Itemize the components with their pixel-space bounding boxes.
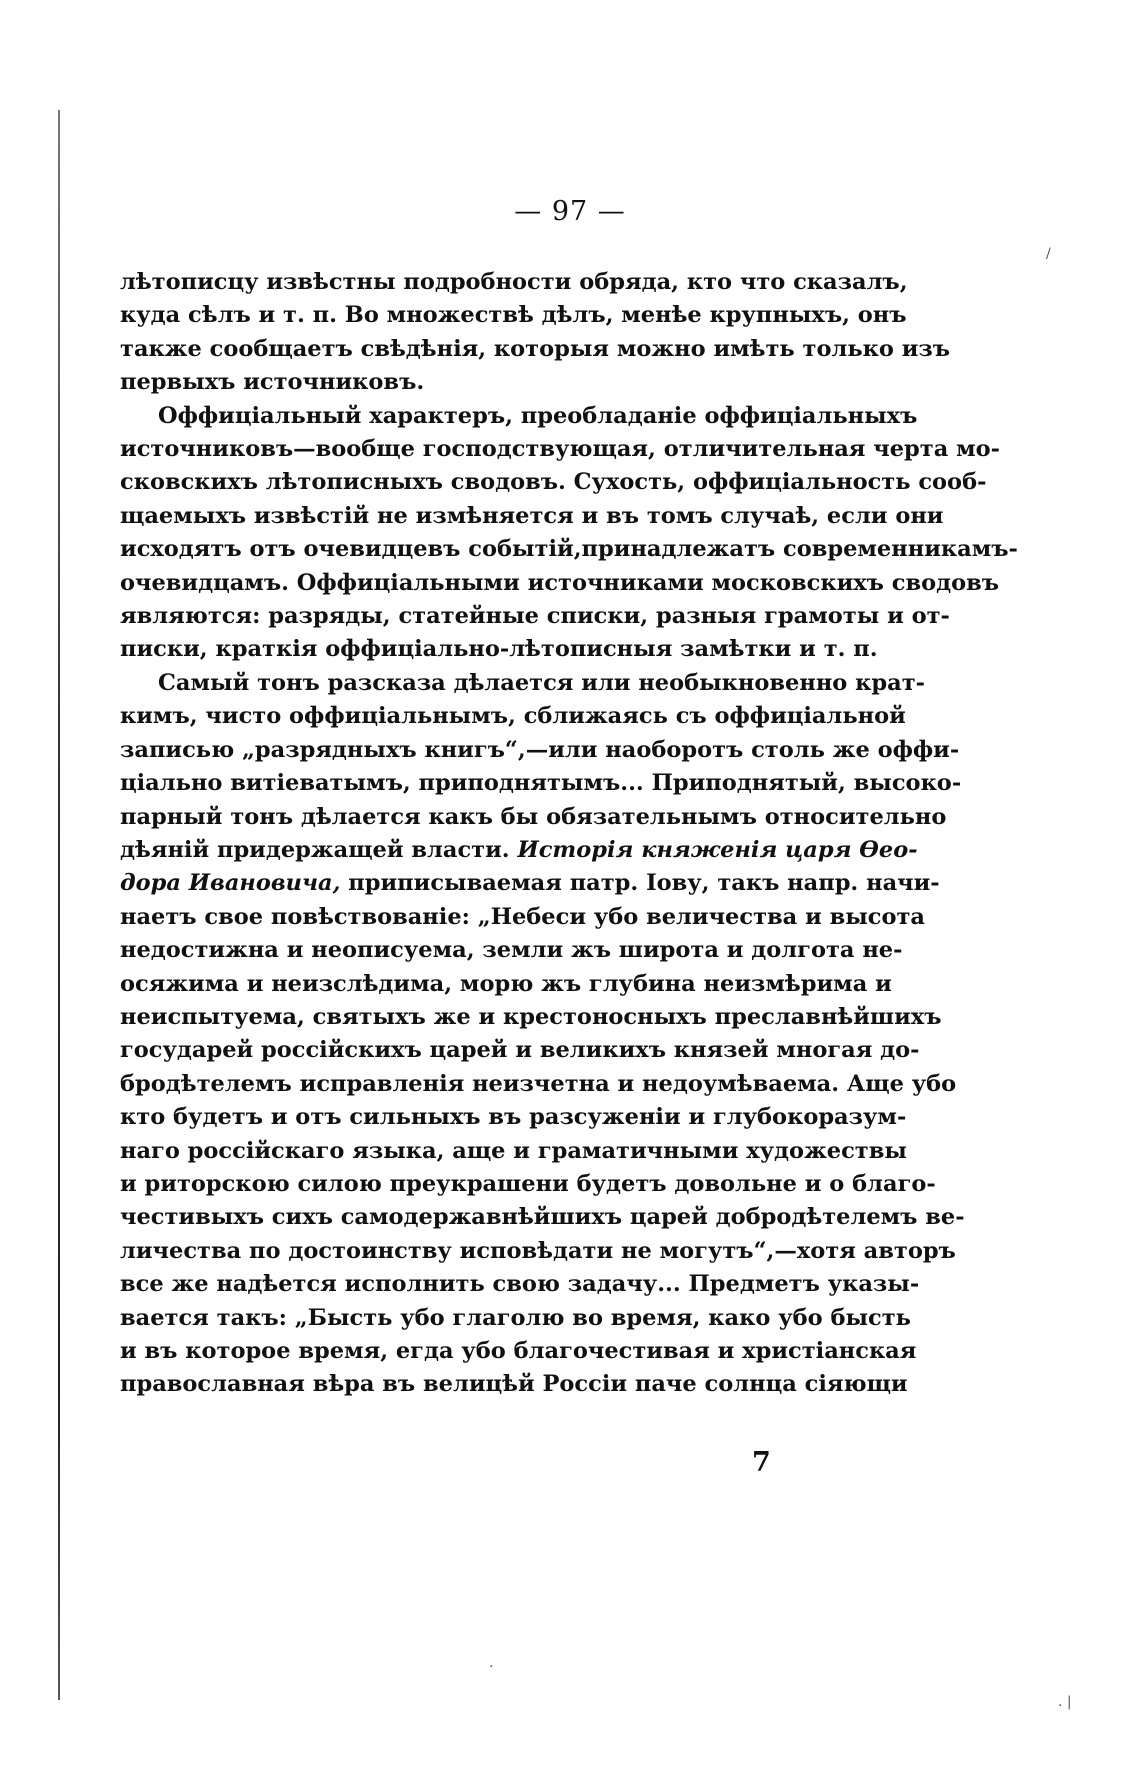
signature-mark: 7 xyxy=(752,1447,771,1478)
text-line: лѣтописцу извѣстны подробности обряда, кто что сказалъ, xyxy=(120,269,908,295)
text-line: куда сѣлъ и т. п. Во множествѣ дѣлъ, менѣе крупныхъ, онъ xyxy=(120,302,907,329)
text-line: личества по достоинству исповѣдати не могутъ“,—хотя авторъ xyxy=(120,1237,956,1264)
text-line: православная вѣра въ велицѣй Россіи паче солнца сіяющи xyxy=(120,1371,908,1398)
scan-speck: . | xyxy=(1058,1694,1072,1710)
text-line: парный тонъ дѣлается какъ бы обязательнымъ относительно xyxy=(120,803,947,830)
text-line: записью „разрядныхъ книгъ“,—или наоборотъ столь же оффи- xyxy=(120,736,960,763)
text-line: неиспытуема, святыхъ же и крестоносныхъ преславнѣйшихъ xyxy=(120,1003,942,1030)
text-line: также сообщаетъ свѣдѣнія, которыя можно имѣть только изъ xyxy=(120,335,951,362)
page-number-header: — 97 — xyxy=(514,196,626,227)
body-text xyxy=(120,266,1018,1402)
text-line: щаемыхъ извѣстій не измѣняется и въ томъ случаѣ, если они xyxy=(120,502,944,529)
text-line: кто будетъ и отъ сильныхъ въ разсуженіи и глубокоразум- xyxy=(120,1104,907,1131)
text-line-with-title xyxy=(120,834,918,867)
text-line: и риторскою силою преукрашени будетъ довольне и о благо- xyxy=(120,1170,936,1197)
scan-speck: . xyxy=(489,1655,494,1671)
text-line: бродѣтелемъ исправленія неизчетна и недоумѣваема. Аще убо xyxy=(120,1070,957,1097)
text-line: наго россійскаго языка, аще и граматичными художествы xyxy=(120,1137,907,1164)
text-line: сковскихъ лѣтописныхъ сводовъ. Сухость, оффиціальность сооб- xyxy=(120,469,987,496)
text-line: вается такъ: „Бысть убо глаголю во время, како убо бысть xyxy=(120,1304,911,1331)
text-line: недостижна и неописуема, земли жъ широта и долгота не- xyxy=(120,937,903,964)
text-line: честивыхъ сихъ самодержавнѣйшихъ царей добродѣтелемъ ве- xyxy=(120,1204,965,1231)
text-line: первыхъ источниковъ. xyxy=(120,369,425,396)
text-line: кимъ, чисто оффиціальнымъ, сближаясь съ оффиціальной xyxy=(120,703,906,730)
page-edge-rule xyxy=(58,110,60,1700)
text-line: источниковъ—вообще господствующая, отличительная черта мо- xyxy=(120,436,1001,463)
text-line: осяжима и неизслѣдима, морю жъ глубина неизмѣрима и xyxy=(120,970,892,997)
text-line: и въ которое время, егда убо благочестивая и христіанская xyxy=(120,1338,917,1364)
text-segment: приписываемая патр. Іову, такъ напр. начи- xyxy=(340,870,940,897)
text-line: являются: разряды, статейные списки, разныя грамоты и от- xyxy=(120,603,950,630)
text-line-with-title xyxy=(120,867,940,900)
text-line: Оффиціальный характеръ, преобладаніе оффиціальныхъ xyxy=(158,402,918,429)
scan-speck: / xyxy=(1046,246,1051,262)
text-line: очевидцамъ. Оффиціальными источниками московскихъ сводовъ xyxy=(120,569,1000,596)
text-line: Самый тонъ разсказа дѣлается или необыкновенно крат- xyxy=(158,669,925,696)
text-line: ціально витіеватымъ, приподнятымъ... Приподнятый, высоко- xyxy=(120,770,962,797)
text-line: государей россійскихъ царей и великихъ князей многая до- xyxy=(120,1037,920,1064)
italic-title: Исторія княженія царя Ѳео- xyxy=(517,836,918,863)
text-line: наетъ свое повѣствованіе: „Небеси убо величества и высота xyxy=(120,903,926,930)
italic-title: дора Ивановича, xyxy=(120,870,341,897)
text-line: писки, краткія оффиціально-лѣтописныя замѣтки и т. п. xyxy=(120,636,878,663)
text-line: все же надѣется исполнить свою задачу... Предметъ указы- xyxy=(120,1271,920,1298)
text-line: исходятъ отъ очевидцевъ событій,принадлежатъ современникамъ- xyxy=(120,536,1018,563)
text-segment: дѣяній придержащей власти. xyxy=(120,836,518,863)
